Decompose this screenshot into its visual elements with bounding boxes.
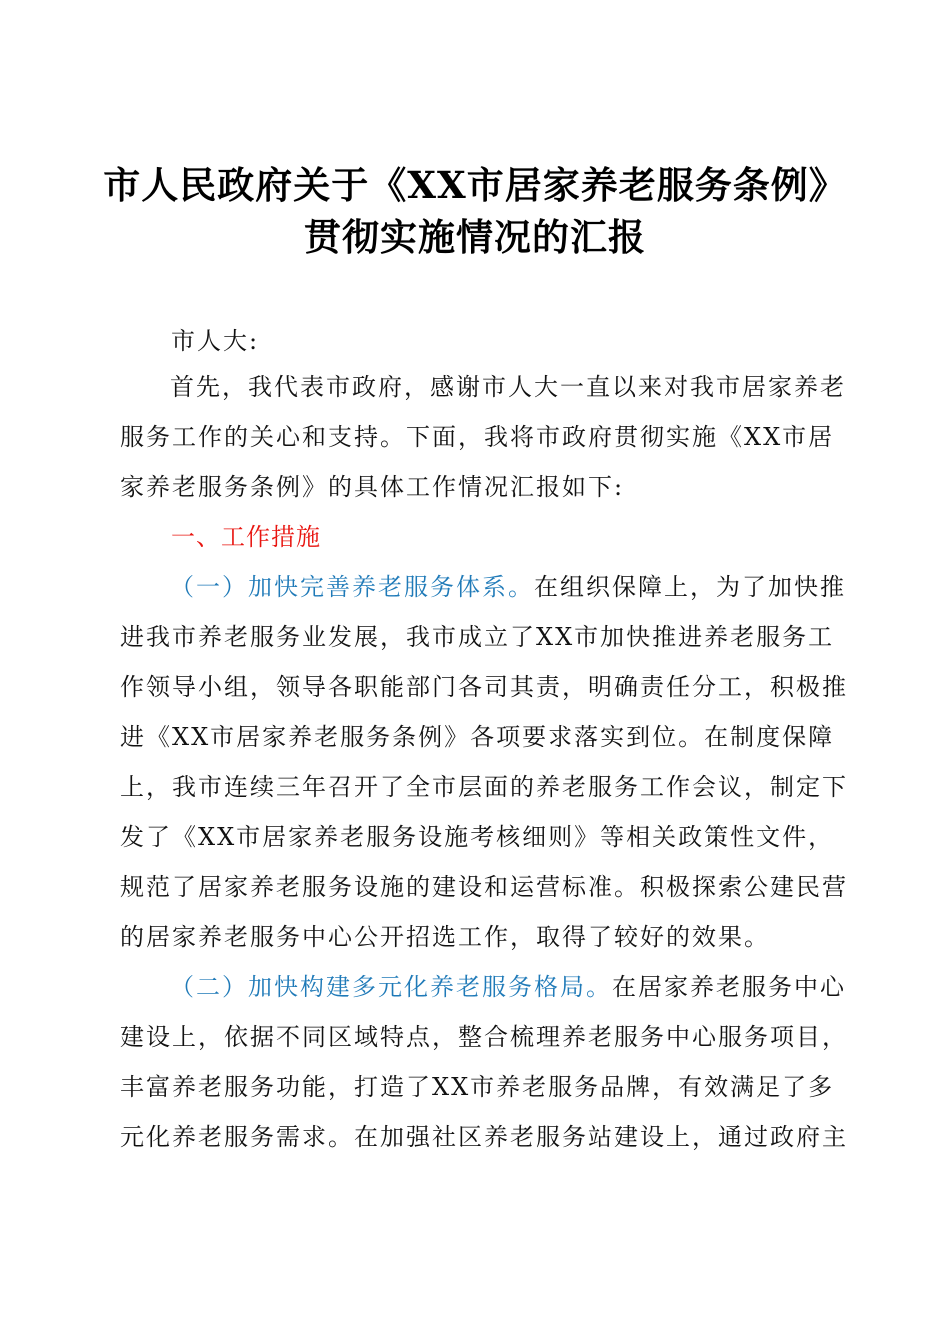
paragraph-line: 作领导小组，领导各职能部门各司其责，明确责任分工，积极推 <box>120 673 848 701</box>
intro-line: 服务工作的关心和支持。下面，我将市政府贯彻实施《XX市居 <box>120 423 835 451</box>
document-title-line-2: 贯彻实施情况的汇报 <box>304 215 646 259</box>
subsection-1-paragraph <box>120 562 848 962</box>
subsection-2-heading: （二）加快构建多元化养老服务格局。 <box>170 973 612 1001</box>
salutation: 市人大: <box>171 327 260 355</box>
intro-line: 家养老服务条例》的具体工作情况汇报如下: <box>120 473 625 501</box>
paragraph-line: 建设上，依据不同区域特点，整合梳理养老服务中心服务项目， <box>120 1023 848 1051</box>
paragraph-line: 发了《XX市居家养老服务设施考核细则》等相关政策性文件， <box>120 823 835 851</box>
subsection-2-paragraph <box>120 962 848 1162</box>
subsection-2-text: 在居家养老服务中心 <box>612 973 846 1001</box>
paragraph-line: 进《XX市居家养老服务条例》各项要求落实到位。在制度保障 <box>120 723 835 751</box>
subsection-1-text: 在组织保障上，为了加快推 <box>534 573 846 601</box>
subsection-1-first-line <box>120 562 846 612</box>
paragraph-line: 上，我市连续三年召开了全市层面的养老服务工作会议，制定下 <box>120 773 848 801</box>
paragraph-line: 进我市养老服务业发展，我市成立了XX市加快推进养老服务工 <box>120 623 835 651</box>
intro-paragraph <box>120 362 846 512</box>
subsection-2-first-line <box>120 962 846 1012</box>
intro-line: 首先，我代表市政府，感谢市人大一直以来对我市居家养老 <box>170 373 846 401</box>
paragraph-line: 元化养老服务需求。在加强社区养老服务站建设上，通过政府主 <box>120 1123 848 1151</box>
paragraph-line: 的居家养老服务中心公开招选工作，取得了较好的效果。 <box>120 923 770 951</box>
paragraph-line: 规范了居家养老服务设施的建设和运营标准。积极探索公建民营 <box>120 873 848 901</box>
document-title-line-1: 市人民政府关于《XX市居家养老服务条例》 <box>103 163 847 207</box>
paragraph-line: 丰富养老服务功能，打造了XX市养老服务品牌，有效满足了多 <box>120 1073 835 1101</box>
section-heading-work-measures: 一、工作措施 <box>171 523 321 551</box>
subsection-1-heading: （一）加快完善养老服务体系。 <box>170 573 534 601</box>
